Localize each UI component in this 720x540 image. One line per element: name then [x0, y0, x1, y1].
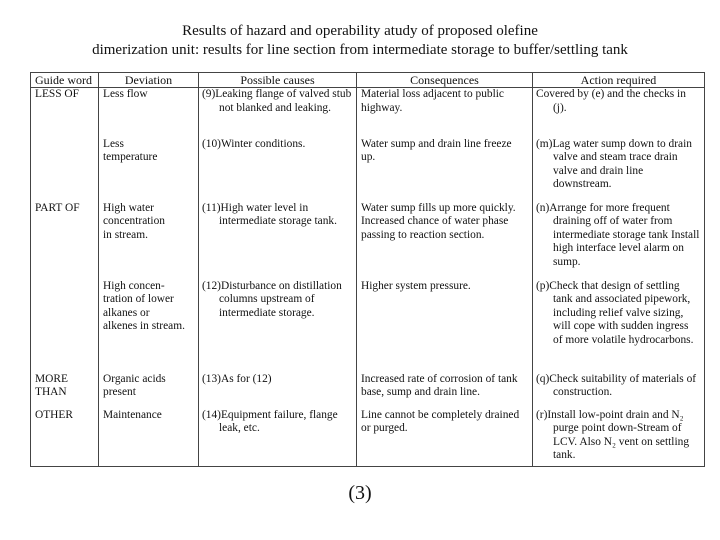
- action-cell: (p)Check that design of settling tank and associated pipework, including relief valve sizing, will cope with sudden ingress of more volatile hydrocarbons.: [533, 280, 705, 373]
- action-cell: (n)Arrange for more frequent draining off of water from intermediate storage tank Install high interface level alarm on sump.: [533, 202, 705, 280]
- document-title: [0, 22, 720, 60]
- table-row: [31, 202, 705, 280]
- header-deviation: Deviation: [99, 73, 199, 88]
- action-cell: (q)Check suitability of materials of construction.: [533, 373, 705, 409]
- table-row: [31, 373, 705, 409]
- cause-cell: (13)As for (12): [199, 373, 357, 409]
- cause-cell: (10)Winter conditions.: [199, 138, 357, 202]
- deviation-cell: Less temperature: [99, 138, 199, 202]
- cause-cell: (11)High water level in intermediate storage tank.: [199, 202, 357, 280]
- action-cell: Covered by (e) and the checks in (j).: [533, 88, 705, 138]
- header-possible-causes: Possible causes: [199, 73, 357, 88]
- table-row: [31, 138, 705, 202]
- cause-cell: (12)Disturbance on distillation columns upstream of intermediate storage.: [199, 280, 357, 373]
- consequence-cell: Increased rate of corrosion of tank base, sump and drain line.: [357, 373, 533, 409]
- consequence-cell: Line cannot be completely drained or purged.: [357, 409, 533, 467]
- table-header-row: [31, 73, 705, 88]
- deviation-cell: Organic acids present: [99, 373, 199, 409]
- guide-word-cell: [31, 280, 99, 373]
- title-line-2: dimerization unit: results for line section from intermediate storage to buffer/settling tank: [92, 42, 628, 58]
- guide-word-cell: [31, 138, 99, 202]
- consequence-cell: Higher system pressure.: [357, 280, 533, 373]
- action-cell: (r)Install low-point drain and N₂ purge point down-Stream of LCV. Also N₂ vent on settling tank.: [533, 409, 705, 467]
- header-consequences: Consequences: [357, 73, 533, 88]
- deviation-cell: Maintenance: [99, 409, 199, 467]
- table-row: [31, 280, 705, 373]
- consequence-cell: Water sump and drain line freeze up.: [357, 138, 533, 202]
- title-line-1: Results of hazard and operability atudy of proposed olefine: [182, 23, 538, 39]
- deviation-cell: High water concentration in stream.: [99, 202, 199, 280]
- guide-word-cell: PART OF: [31, 202, 99, 280]
- action-cell: (m)Lag water sump down to drain valve and steam trace drain valve and drain line downstream.: [533, 138, 705, 202]
- deviation-cell: High concen- tration of lower alkanes or alkenes in stream.: [99, 280, 199, 373]
- table-row: [31, 409, 705, 467]
- cause-cell: (14)Equipment failure, flange leak, etc.: [199, 409, 357, 467]
- table-row: [31, 88, 705, 138]
- cause-cell: (9)Leaking flange of valved stub not blanked and leaking.: [199, 88, 357, 138]
- page-number: (3): [348, 482, 372, 504]
- guide-word-cell: MORE THAN: [31, 373, 99, 409]
- consequence-cell: Water sump fills up more quickly. Increased chance of water phase passing to reaction section.: [357, 202, 533, 280]
- guide-word-cell: LESS OF: [31, 88, 99, 138]
- header-action-required: Action required: [533, 73, 705, 88]
- consequence-cell: Material loss adjacent to public highway.: [357, 88, 533, 138]
- header-guide-word: Guide word: [31, 73, 99, 88]
- deviation-cell: Less flow: [99, 88, 199, 138]
- hazop-table: [30, 72, 705, 467]
- guide-word-cell: OTHER: [31, 409, 99, 467]
